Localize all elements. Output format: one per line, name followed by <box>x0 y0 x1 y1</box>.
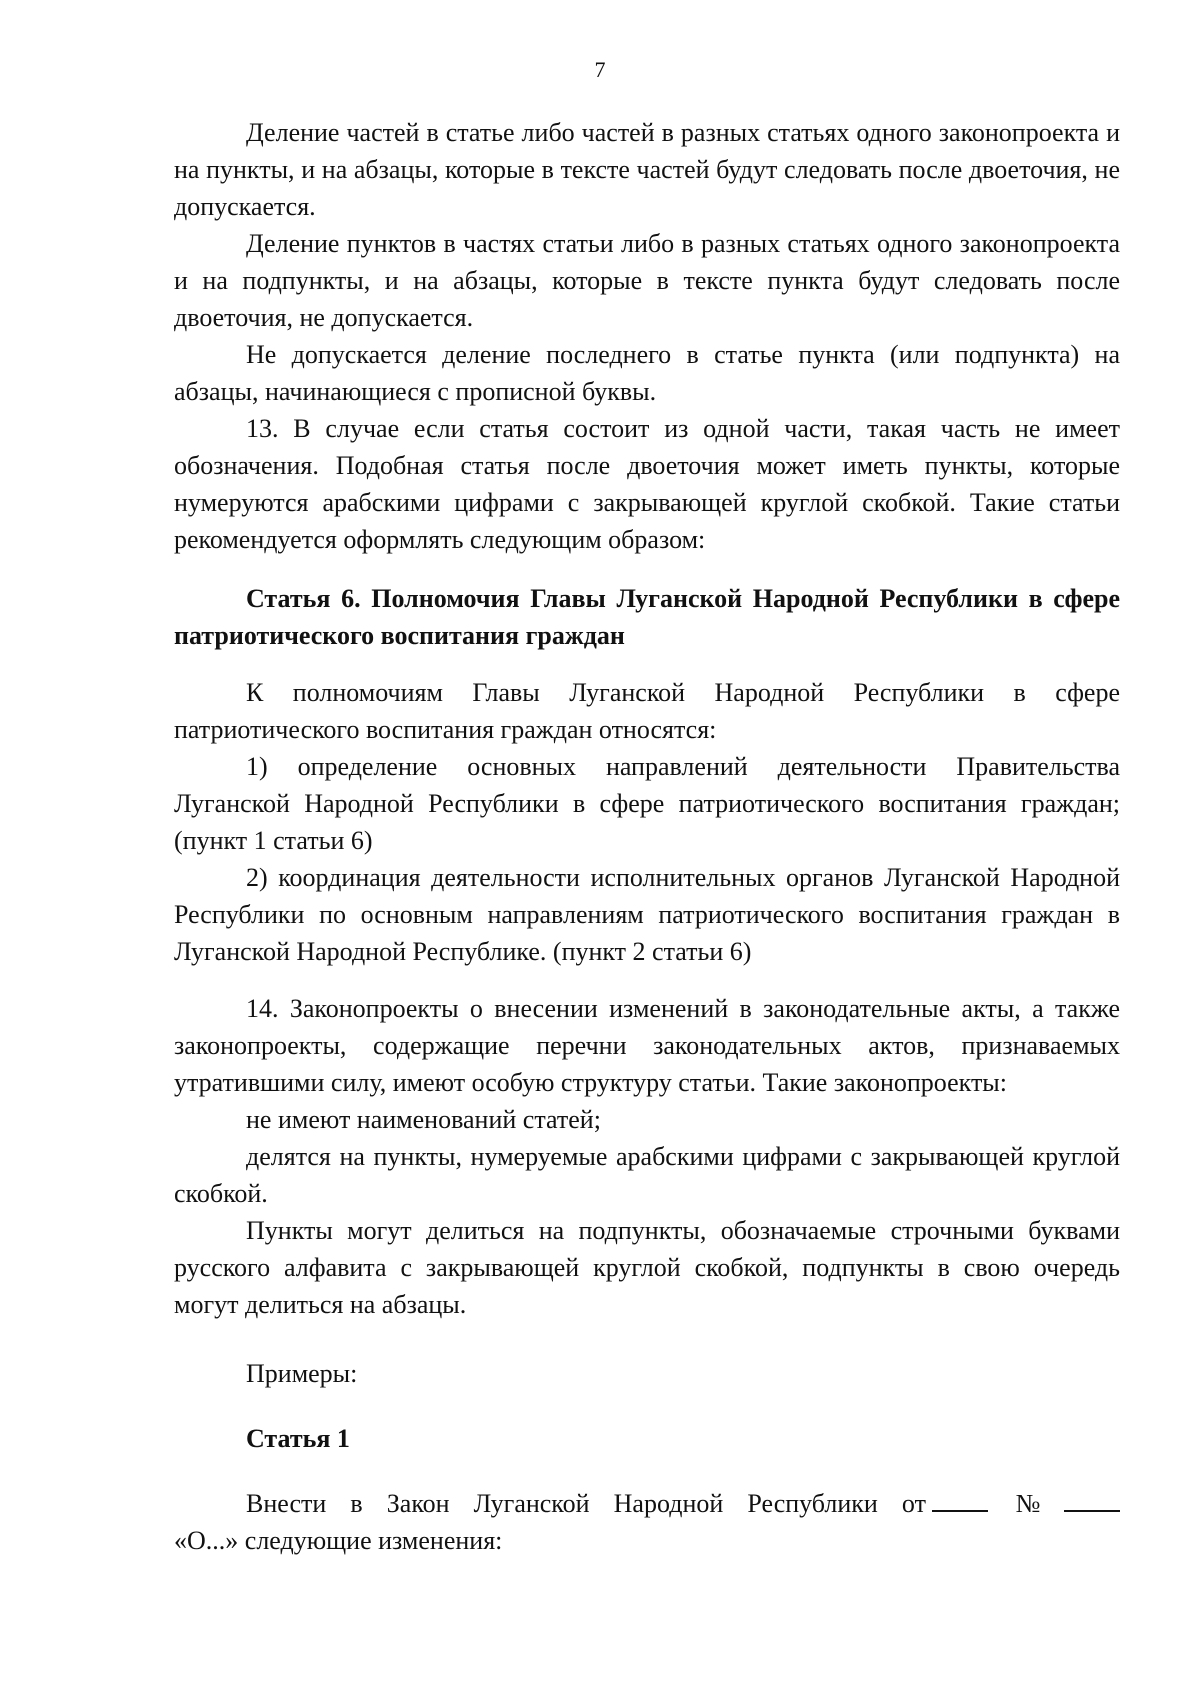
article-6-heading: Статья 6. Полномочия Главы Луганской Народной Республики в сфере патриотического воспитания граждан <box>174 584 1120 650</box>
amendment-sentence-continuation: «О...» следующие изменения: <box>174 1526 503 1555</box>
article-1-heading: Статья 1 <box>246 1424 350 1453</box>
paragraph-item-14-divided-points: делятся на пункты, нумеруемые арабскими цифрами с закрывающей круглой скобкой. <box>174 1142 1120 1208</box>
paragraph-division-of-points: Деление пунктов в частях статьи либо в разных статьях одного законопроекта и на подпункты, и на абзацы, которые в тексте пункта будут следовать после двоеточия, не допускается. <box>174 229 1120 332</box>
article-6-intro: К полномочиям Главы Луганской Народной Республики в сфере патриотического воспитания граждан относятся: <box>174 678 1120 744</box>
amendment-sentence-text: Внести в Закон Луганской Народной Республики от <box>246 1489 926 1518</box>
page-number: 7 <box>594 57 606 82</box>
article-6-point-1: 1) определение основных направлений деятельности Правительства Луганской Народной Республики в сфере патриотического воспитания граждан; (пункт 1 статьи 6) <box>174 752 1120 855</box>
number-blank-line <box>1064 1488 1120 1512</box>
paragraph-item-14-subpoints: Пункты могут делиться на подпункты, обозначаемые строчными буквами русского алфавита с закрывающей круглой скобкой, подпункты в свою очередь могут делиться на абзацы. <box>174 1216 1120 1319</box>
paragraph-item-14-no-titles: не имеют наименований статей; <box>246 1105 601 1134</box>
document-body <box>174 114 1120 1559</box>
amendment-sentence <box>174 1485 1120 1522</box>
examples-label: Примеры: <box>246 1359 358 1388</box>
paragraph-item-14: 14. Законопроекты о внесении изменений в законодательные акты, а также законопроекты, содержащие перечни законодательных актов, признаваемых утратившими силу, имеют особую структуру статьи. Такие законопроекты: <box>174 994 1120 1097</box>
paragraph-last-point-division: Не допускается деление последнего в статье пункта (или подпункта) на абзацы, начинающиеся с прописной буквы. <box>174 340 1120 406</box>
article-6-point-2: 2) координация деятельности исполнительных органов Луганской Народной Республики по основным направлениям патриотического воспитания граждан в Луганской Народной Республике. (пункт 2 статьи 6) <box>174 863 1120 966</box>
number-sign: № <box>997 1489 1058 1518</box>
paragraph-division-of-parts: Деление частей в статье либо частей в разных статьях одного законопроекта и на пункты, и на абзацы, которые в тексте частей будут следовать после двоеточия, не допускается. <box>174 118 1120 221</box>
paragraph-item-13: 13. В случае если статья состоит из одной части, такая часть не имеет обозначения. Подобная статья после двоеточия может иметь пункты, которые нумеруются арабскими цифрами с закрывающей круглой скобкой. Такие статьи рекомендуется оформлять следующим образом: <box>174 414 1120 554</box>
date-blank-line <box>932 1488 988 1512</box>
